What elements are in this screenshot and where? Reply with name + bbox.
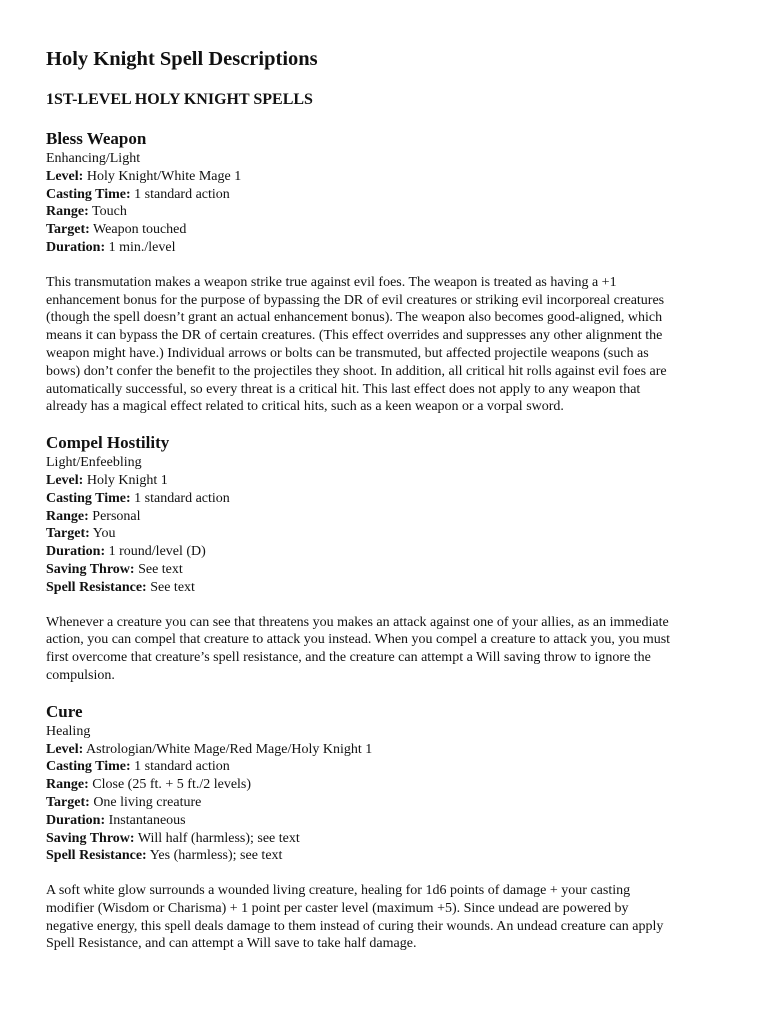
stat-label: Level: [46, 168, 84, 184]
stat-level [46, 472, 726, 490]
stat-casting-time [46, 186, 726, 204]
spell-name: Bless Weapon [46, 129, 147, 148]
stat-label: Target: [46, 222, 90, 238]
spell-compel-hostility [46, 432, 726, 685]
stat-value: 1 round/level (D) [105, 544, 206, 560]
description-line: bows) don’t confer the benefit to the projectiles they shoot. In addition, all critical hit rolls against evil foes are [46, 363, 667, 379]
stat-target [46, 221, 726, 239]
description-line: (though the spell doesn’t grant an actual enhancement bonus). The weapon also becomes good-aligned, which [46, 310, 663, 326]
description-line: negative energy, this spell deals damage to them instead of curing their wounds. An undead creature can apply [46, 918, 664, 934]
stat-range [46, 203, 726, 221]
stat-label: Duration: [46, 812, 106, 828]
spell-school: Healing [46, 723, 91, 739]
stat-label: Target: [46, 794, 90, 810]
spell-school: Enhancing/Light [46, 151, 141, 166]
description-line: Spell Resistance, and can attempt a Will save to take half damage. [46, 936, 417, 952]
description-line: Whenever a creature you can see that threatens you makes an attack against one of your allies, as an immediate [46, 614, 669, 630]
stat-casting-time [46, 758, 726, 776]
spell-description [46, 882, 726, 953]
stat-value: See text [134, 561, 183, 577]
stat-value: One living creature [89, 794, 202, 810]
description-line: A soft white glow surrounds a wounded living creature, healing for 1d6 points of damage + your casting [46, 883, 631, 899]
description-line: action, you can compel that creature to attack you instead. When you compel a creature to attack you, you must [46, 632, 671, 648]
stat-duration [46, 543, 726, 561]
spell-cure [46, 701, 726, 954]
description-line: enhancement bonus for the purpose of bypassing the DR of evil creatures or striking evil incorporeal creatures [46, 292, 665, 308]
stat-label: Duration: [46, 544, 106, 560]
description-line: modifier (Wisdom or Charisma) + 1 point per caster level (maximum +5). Since undead are powered by [46, 900, 629, 916]
stat-value: Instantaneous [105, 812, 186, 828]
stat-value: 1 standard action [130, 490, 230, 506]
document-title: Holy Knight Spell Descriptions [46, 48, 318, 70]
stat-saving-throw [46, 561, 726, 579]
stat-label: Casting Time: [46, 759, 131, 775]
stat-value: Yes (harmless); see text [146, 848, 283, 864]
stat-label: Range: [46, 777, 89, 793]
description-line: weapon might have.) Individual arrows or bolts can be transmuted, but affected projectile weapons (such as [46, 345, 649, 361]
section-heading: 1ST-LEVEL HOLY KNIGHT SPELLS [46, 91, 313, 108]
stat-casting-time [46, 490, 726, 508]
document-page [46, 46, 726, 953]
stat-label: Casting Time: [46, 490, 131, 506]
stat-target [46, 794, 726, 812]
description-line: compulsion. [46, 667, 115, 683]
spell-name: Compel Hostility [46, 433, 170, 453]
spell-bless-weapon [46, 128, 726, 416]
stat-spell-resistance [46, 847, 726, 865]
stat-value: Close (25 ft. + 5 ft./2 levels) [88, 777, 252, 793]
spell-description [46, 274, 726, 416]
stat-label: Spell Resistance: [46, 848, 147, 864]
description-line: This transmutation makes a weapon strike true against evil foes. The weapon is treated as having a +1 [46, 274, 617, 290]
description-line: automatically successful, so every threat is a critical hit. This last effect does not apply to any weapon that [46, 381, 641, 397]
description-line: means it can bypass the DR of certain creatures. (This effect overrides and suppresses any other alignment the [46, 328, 663, 344]
stat-value: See text [146, 579, 195, 595]
stat-duration [46, 812, 726, 830]
stat-label: Target: [46, 526, 90, 542]
stat-label: Saving Throw: [46, 830, 135, 846]
stat-value: You [89, 526, 116, 542]
stat-value: Holy Knight/White Mage 1 [83, 168, 242, 184]
stat-label: Saving Throw: [46, 561, 135, 577]
stat-value: Touch [88, 204, 127, 220]
stat-value: Weapon touched [89, 222, 187, 238]
stat-label: Spell Resistance: [46, 579, 147, 595]
stat-value: Astrologian/White Mage/Red Mage/Holy Knight 1 [83, 741, 373, 757]
stat-level [46, 741, 726, 759]
stat-value: Holy Knight 1 [83, 472, 168, 488]
description-line: already has a magical effect related to critical hits, such as a keen weapon or a vorpal sword. [46, 399, 564, 415]
stat-duration [46, 239, 726, 257]
stat-label: Range: [46, 508, 89, 524]
description-line: first overcome that creature’s spell resistance, and the creature can attempt a Will saving throw to ignore the [46, 650, 651, 666]
stat-label: Duration: [46, 239, 106, 255]
spell-description [46, 614, 726, 685]
stat-value: 1 min./level [105, 239, 176, 255]
stat-level [46, 168, 726, 186]
stat-range [46, 776, 726, 794]
stat-value: Will half (harmless); see text [134, 830, 300, 846]
stat-label: Range: [46, 204, 89, 220]
stat-range [46, 508, 726, 526]
stat-value: 1 standard action [130, 186, 230, 202]
stat-target [46, 525, 726, 543]
stat-label: Casting Time: [46, 186, 131, 202]
stat-value: 1 standard action [130, 759, 230, 775]
spell-name: Cure [46, 701, 83, 721]
stat-spell-resistance [46, 579, 726, 597]
stat-value: Personal [88, 508, 141, 524]
stat-label: Level: [46, 741, 84, 757]
stat-saving-throw [46, 830, 726, 848]
stat-label: Level: [46, 472, 84, 488]
spell-school: Light/Enfeebling [46, 455, 142, 471]
